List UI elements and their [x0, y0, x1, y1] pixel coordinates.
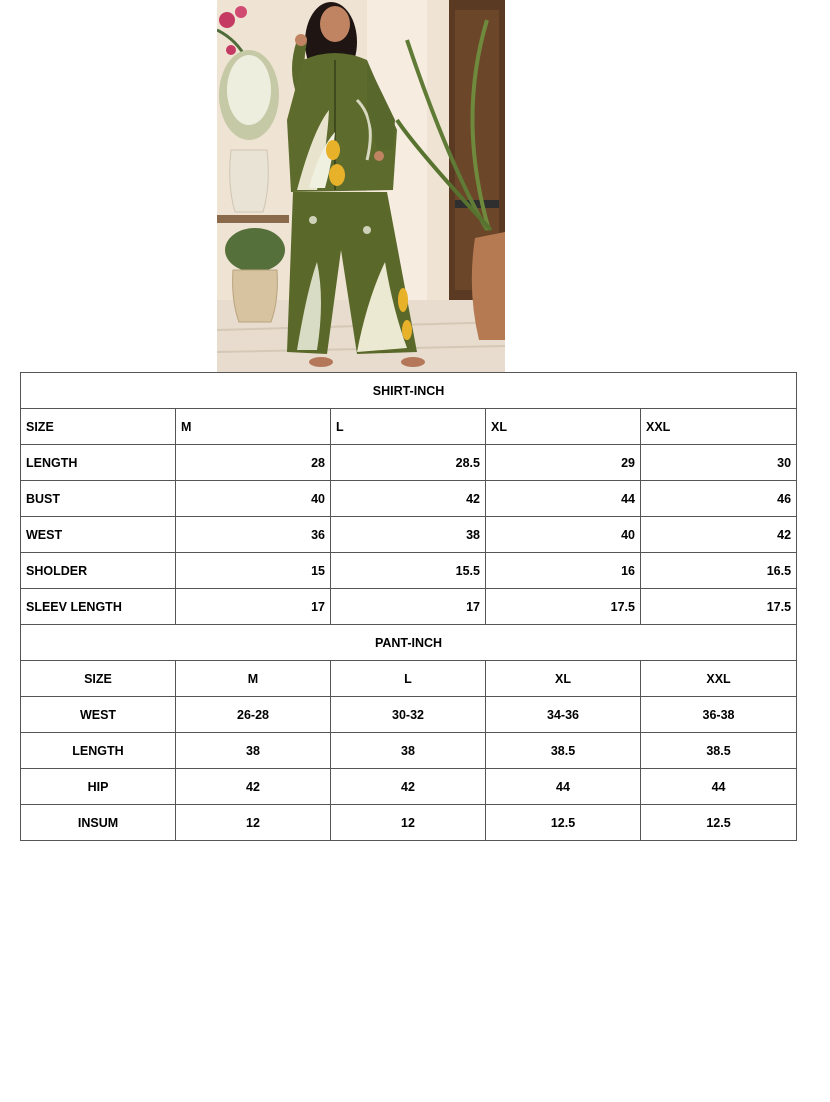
pant-header-size: SIZE: [21, 661, 176, 697]
pant-row-insum: [21, 805, 797, 841]
cell-value: 44: [641, 769, 797, 805]
cell-value: 30-32: [331, 697, 486, 733]
row-label: WEST: [21, 697, 176, 733]
shirt-row-length: [21, 445, 797, 481]
pant-table-title: PANT-INCH: [21, 625, 797, 661]
row-label: WEST: [21, 517, 176, 553]
cell-value: 12.5: [641, 805, 797, 841]
pant-header-xl: XL: [486, 661, 641, 697]
shirt-header-xxl: XXL: [641, 409, 797, 445]
row-label: LENGTH: [21, 445, 176, 481]
cell-value: 38: [331, 517, 486, 553]
cell-value: 38.5: [641, 733, 797, 769]
shirt-header-m: M: [176, 409, 331, 445]
shirt-title-row: [21, 373, 797, 409]
shirt-row-sholder: [21, 553, 797, 589]
row-label: INSUM: [21, 805, 176, 841]
cell-value: 30: [641, 445, 797, 481]
shirt-header-l: L: [331, 409, 486, 445]
shirt-row-west: [21, 517, 797, 553]
cell-value: 38: [176, 733, 331, 769]
cell-value: 38.5: [486, 733, 641, 769]
row-label: HIP: [21, 769, 176, 805]
pant-header-l: L: [331, 661, 486, 697]
row-label: SLEEV LENGTH: [21, 589, 176, 625]
shirt-header-xl: XL: [486, 409, 641, 445]
cell-value: 15.5: [331, 553, 486, 589]
cell-value: 36-38: [641, 697, 797, 733]
shirt-row-sleev-length: [21, 589, 797, 625]
cell-value: 36: [176, 517, 331, 553]
cell-value: 17.5: [641, 589, 797, 625]
cell-value: 42: [176, 769, 331, 805]
cell-value: 12: [176, 805, 331, 841]
pant-header-row: [21, 661, 797, 697]
cell-value: 44: [486, 481, 641, 517]
pant-header-m: M: [176, 661, 331, 697]
cell-value: 17: [176, 589, 331, 625]
pant-row-length: [21, 733, 797, 769]
cell-value: 28.5: [331, 445, 486, 481]
pant-header-xxl: XXL: [641, 661, 797, 697]
cell-value: 16: [486, 553, 641, 589]
cell-value: 46: [641, 481, 797, 517]
size-chart-table: [20, 372, 797, 841]
cell-value: 16.5: [641, 553, 797, 589]
cell-value: 12: [331, 805, 486, 841]
cell-value: 17.5: [486, 589, 641, 625]
cell-value: 12.5: [486, 805, 641, 841]
cell-value: 34-36: [486, 697, 641, 733]
row-label: LENGTH: [21, 733, 176, 769]
cell-value: 44: [486, 769, 641, 805]
pant-row-west: [21, 697, 797, 733]
shirt-header-size: SIZE: [21, 409, 176, 445]
cell-value: 42: [331, 481, 486, 517]
cell-value: 17: [331, 589, 486, 625]
pant-title-row: [21, 625, 797, 661]
shirt-header-row: [21, 409, 797, 445]
cell-value: 42: [331, 769, 486, 805]
shirt-row-bust: [21, 481, 797, 517]
product-photo: [217, 0, 505, 372]
row-label: SHOLDER: [21, 553, 176, 589]
cell-value: 29: [486, 445, 641, 481]
cell-value: 40: [486, 517, 641, 553]
cell-value: 15: [176, 553, 331, 589]
shirt-table-title: SHIRT-INCH: [21, 373, 797, 409]
cell-value: 26-28: [176, 697, 331, 733]
cell-value: 40: [176, 481, 331, 517]
cell-value: 28: [176, 445, 331, 481]
cell-value: 38: [331, 733, 486, 769]
pant-row-hip: [21, 769, 797, 805]
cell-value: 42: [641, 517, 797, 553]
row-label: BUST: [21, 481, 176, 517]
